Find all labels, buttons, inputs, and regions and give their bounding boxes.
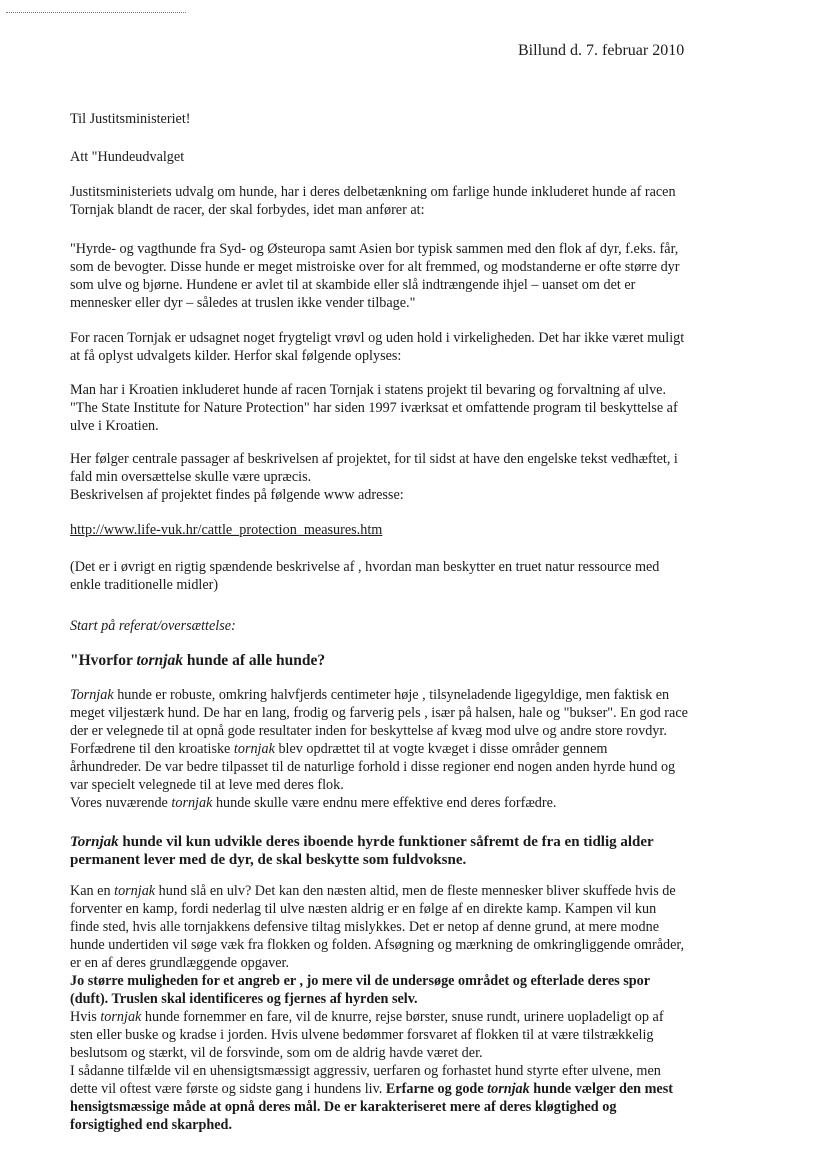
text-line: hensigtsmæssige måde at opnå deres mål. De er karakteriseret mere af deres kløgtighed og [70,1099,617,1115]
text-line: "Hyrde- og vagthunde fra Syd- og Østeuropa samt Asien bor typisk sammen med den flok af dyr, f.eks. får, [70,241,679,257]
quote-paragraph [70,240,760,312]
text-line: fald min oversættelse skulle være upræcis. [70,469,312,485]
passages-paragraph [70,450,760,504]
text-line: finde sted, hvis alle tornjakkens defensive tiltag mislykkes. Det er netop af denne grund, at mere modne [70,919,660,935]
text-line: (Det er i øvrigt en rigtig spændende beskrivelse af , hvordan man beskytter en truet natur ressource med [70,559,660,575]
text-line: forventer en kamp, fordi nederlag til ulve næsten aldrig er en følge af en direkte kamp. Kampen vil kun [70,901,657,917]
text-line: "The State Institute for Nature Protection" har siden 1997 iværksat et omfattende program til beskyttelse af [70,400,678,416]
text-line: ulve i Kroatien. [70,418,159,434]
text-line: Jo større muligheden for et angreb er , jo mere vil de undersøge området og efterlade deres spor [70,973,651,989]
croatia-paragraph [70,381,760,435]
start-label: Start på referat/oversættelse: [70,618,236,634]
text-line: var specielt velegnede til at leve med deres flok. [70,777,344,793]
text-line: at få oplyst udvalgets kilder. Herfor skal følgende oplyses: [70,348,402,364]
date-line: Billund d. 7. februar 2010 [518,42,685,59]
text-line: er en af deres grundlæggende opgaver. [70,955,290,971]
text-line: meget viljestærk hund. De har en lang, frodig og farverig pels , især på halsen, hale og "bukser". En god race [70,705,688,721]
text-line: som de bevogter. Disse hunde er meget mistroiske over for alt fremmed, og modstanderne er ofte større dyr [70,259,680,275]
bold-statement [70,833,760,869]
project-url-link[interactable]: http://www.life-vuk.hr/cattle_protection_measures.htm [70,522,383,538]
text-line: Tornjak hunde vil kun udvikle deres iboende hyrde funktioner såfremt de fra en tidlig alder [70,834,654,850]
text-line: Beskrivelsen af projektet findes på følgende www adresse: [70,487,404,503]
text-line: enkle traditionelle midler) [70,577,219,593]
text-line: Kan en tornjak hund slå en ulv? Det kan den næsten altid, men de fleste mennesker bliver skuffede hvis de [70,883,676,899]
text-line: forsigtighed end skarphed. [70,1117,232,1133]
recipient: Til Justitsministeriet! [70,111,191,127]
text-line: som ulve og bjørne. Hundene er avlet til at skambide eller slå indtrængende ihjel – uanset om det er [70,277,636,293]
text-line: hunde undertiden vil søge væk fra flokken og folden. Afsøgning og mærkning de omkringliggende områder, [70,937,685,953]
text-line: Justitsministeriets udvalg om hunde, har i deres delbetænkning om farlige hunde inkluderet hunde af racen [70,184,676,200]
section-heading: "Hvorfor tornjak hunde af alle hunde? [70,652,326,669]
description-paragraph [70,686,760,812]
text-line: sten eller buske og kradse i jorden. Hvis ulvene bedømmer forsvaret af flokken til at være tilstrækkelig [70,1027,654,1043]
text-line: beslutsom og stærkt, vil de forsvinde, som om de aldrig havde været der. [70,1045,483,1061]
scan-mark [6,12,186,17]
text-line: Hvis tornjak hunde fornemmer en fare, vil de knurre, rejse børster, snuse rundt, urinere uopladeligt op af [70,1009,664,1025]
text-line: Forfædrene til den kroatiske tornjak blev opdrættet til at vogte kvæget i disse områder gennem [70,741,608,757]
intro-paragraph [70,183,760,219]
text-line: Man har i Kroatien inkluderet hunde af racen Tornjak i statens projekt til bevaring og forvaltning af ulve. [70,382,667,398]
text-line: (duft). Truslen skal identificeres og fjernes af hyrden selv. [70,991,418,1007]
aside-paragraph [70,558,760,594]
text-line: I sådanne tilfælde vil en uhensigtsmæssigt aggressiv, uerfaren og forhastet hund styrte efter ulvene, men [70,1063,661,1079]
wolf-paragraph [70,882,760,1134]
claim-paragraph [70,329,760,365]
text-line: mennesker eller dyr – således at truslen ikke vender tilbage." [70,295,416,311]
attention-line: Att "Hundeudvalget [70,149,185,165]
text-line: århundreder. De var bedre tilpasset til de naturlige forhold i disse regioner end nogen anden hyrde hund og [70,759,676,775]
text-line: der er velegnede til at opnå gode resultater inden for beskyttelse af kvæg mod ulve og andre store rovdyr. [70,723,667,739]
text-line: Tornjak blandt de racer, der skal forbydes, idet man anfører at: [70,202,425,218]
text-line: dette vil oftest være første og sidste gang i hundens liv. Erfarne og gode tornjak hunde vælger den mest [70,1081,673,1097]
text-line: Vores nuværende tornjak hunde skulle være endnu mere effektive end deres forfædre. [70,795,557,811]
text-line: For racen Tornjak er udsagnet noget frygteligt vrøvl og uden hold i virkeligheden. Det har ikke været muligt [70,330,685,346]
text-line: Her følger centrale passager af beskrivelsen af projektet, for til sidst at have den engelske tekst vedhæftet, i [70,451,678,467]
text-line: permanent lever med de dyr, de skal beskytte som fuldvoksne. [70,852,467,868]
text-line: Tornjak hunde er robuste, omkring halvfjerds centimeter høje , tilsyneladende ligegyldige, men faktisk en [70,687,670,703]
